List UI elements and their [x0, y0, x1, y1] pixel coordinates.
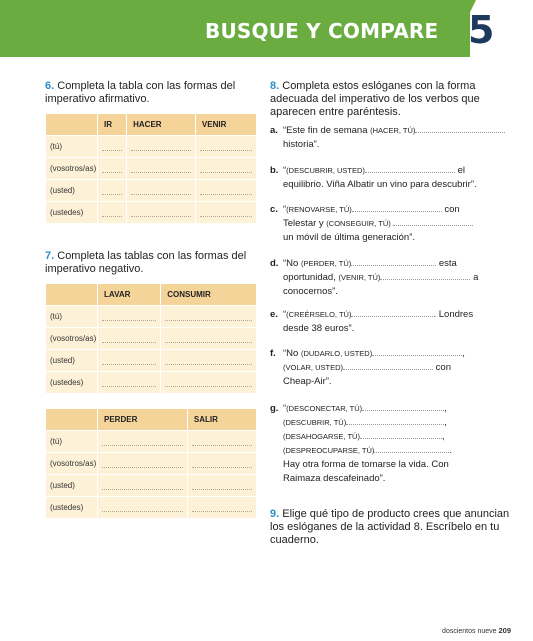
- answer-cell[interactable]: [98, 475, 188, 497]
- verb-hint: (CONSEGUIR, TÚ): [326, 219, 391, 228]
- page-number-words: doscientos nueve: [442, 628, 497, 635]
- verb-hint: (DESAHOGARSE, TÚ): [283, 432, 360, 441]
- answer-cell[interactable]: [98, 328, 161, 350]
- row-label: (usted): [46, 180, 98, 202]
- slogan-text: oportunidad,: [283, 272, 339, 283]
- answer-blank[interactable]: [351, 257, 436, 266]
- answer-blank[interactable]: [362, 402, 444, 411]
- verb-hint: (CREÉRSELO, TÚ): [286, 310, 352, 319]
- verb-hint: (DUDARLO, USTED): [300, 349, 373, 358]
- row-label: (usted): [46, 475, 98, 497]
- column-header: PERDER: [98, 409, 188, 431]
- row-label: (vosotros/as): [46, 158, 98, 180]
- slogan-text: equilibrio. Viña Albatir un vino para descubrir”.: [283, 179, 477, 190]
- answer-blank[interactable]: [346, 416, 444, 425]
- slogan-text: Raimaza descafeinado”.: [283, 473, 386, 484]
- verb-hint: (DESCUBRIR, USTED): [286, 166, 365, 175]
- table-imperativo-afirmativo: [45, 113, 257, 224]
- slogan-c: [270, 203, 510, 245]
- column-header: IR: [98, 114, 127, 136]
- answer-blank[interactable]: [372, 347, 462, 356]
- question-text: Completa la tabla con las formas del imperativo afirmativo.: [45, 80, 236, 105]
- slogan-text: a: [473, 272, 479, 283]
- table-corner: [46, 114, 98, 136]
- slogan-text: esta: [438, 258, 457, 269]
- answer-blank[interactable]: [343, 361, 433, 370]
- table-row: [46, 202, 257, 224]
- answer-cell[interactable]: [98, 372, 161, 394]
- slogan-text: ,: [441, 431, 445, 442]
- answer-cell[interactable]: [161, 372, 257, 394]
- slogan-text: “: [283, 403, 287, 414]
- row-label: (tú): [46, 136, 98, 158]
- slogan-a: [270, 124, 510, 152]
- column-header: SALIR: [187, 409, 256, 431]
- table-imperativo-negativo-2: [45, 408, 257, 519]
- table-row: [46, 180, 257, 202]
- slogan-b: [270, 164, 510, 192]
- answer-cell[interactable]: [161, 350, 257, 372]
- table-imperativo-negativo-1: [45, 283, 257, 394]
- answer-blank[interactable]: [374, 444, 449, 453]
- slogan-text: el: [457, 165, 465, 176]
- column-header: VENIR: [195, 114, 256, 136]
- answer-cell[interactable]: [127, 180, 196, 202]
- verb-hint: (RENOVARSE, TÚ): [286, 205, 352, 214]
- slogan-f: [270, 347, 510, 389]
- slogan-text: “: [283, 204, 287, 215]
- verb-hint: (DESCUBRIR, TÚ): [283, 418, 347, 427]
- table-row: [46, 158, 257, 180]
- table-row: [46, 306, 257, 328]
- answer-blank[interactable]: [380, 271, 470, 280]
- answer-cell[interactable]: [98, 431, 188, 453]
- table-row: [46, 372, 257, 394]
- slogan-text: ,: [462, 348, 465, 359]
- page-footer: [442, 626, 511, 635]
- answer-cell[interactable]: [187, 475, 256, 497]
- item-letter: g.: [270, 403, 279, 414]
- row-label: (usted): [46, 350, 98, 372]
- answer-cell[interactable]: [195, 202, 256, 224]
- table-row: [46, 136, 257, 158]
- question-number: 7.: [45, 250, 55, 262]
- item-letter: d.: [270, 258, 279, 269]
- slogan-text: historia”.: [283, 139, 320, 150]
- slogan-text: .: [449, 445, 453, 456]
- table-row: [46, 350, 257, 372]
- slogan-text: con: [444, 204, 460, 215]
- item-letter: e.: [270, 309, 278, 320]
- verb-hint: (VENIR, TÚ): [338, 273, 381, 282]
- slogan-text: “Este fin de semana: [283, 125, 371, 136]
- slogan-text: “No: [283, 258, 301, 269]
- slogan-text: ,: [444, 403, 447, 414]
- answer-blank[interactable]: [360, 430, 442, 439]
- row-label: (ustedes): [46, 372, 98, 394]
- answer-blank[interactable]: [393, 217, 473, 226]
- verb-hint: (HACER, TÚ): [370, 126, 416, 135]
- slogan-text: . Londres: [433, 309, 474, 320]
- answer-cell[interactable]: [98, 158, 127, 180]
- chapter-header: [0, 0, 533, 57]
- row-label: (vosotros/as): [46, 328, 98, 350]
- question-8: [270, 80, 510, 119]
- verb-hint: (VOLAR, USTED): [283, 363, 344, 372]
- answer-blank[interactable]: [415, 124, 505, 133]
- slogan-g: [270, 402, 510, 486]
- answer-cell[interactable]: [187, 453, 256, 475]
- answer-cell[interactable]: [187, 497, 256, 519]
- chapter-title: BUSQUE Y COMPARE: [205, 19, 439, 43]
- row-label: (tú): [46, 306, 98, 328]
- table-row: [46, 475, 257, 497]
- answer-cell[interactable]: [195, 180, 256, 202]
- table-row: [46, 328, 257, 350]
- slogan-text: Telestar y: [283, 218, 327, 229]
- slogan-text: ,: [444, 417, 447, 428]
- answer-cell[interactable]: [195, 136, 256, 158]
- answer-blank[interactable]: [365, 164, 455, 173]
- answer-cell[interactable]: [161, 328, 257, 350]
- answer-cell[interactable]: [127, 202, 196, 224]
- table-row: [46, 431, 257, 453]
- row-label: (vosotros/as): [46, 453, 98, 475]
- slogan-text: Cheap-Air”.: [283, 376, 332, 387]
- slogan-text: desde 38 euros”.: [283, 323, 355, 334]
- answer-cell[interactable]: [98, 202, 127, 224]
- row-label: (tú): [46, 431, 98, 453]
- answer-cell[interactable]: [98, 306, 161, 328]
- answer-cell[interactable]: [195, 158, 256, 180]
- table-corner: [46, 284, 98, 306]
- question-7: [45, 250, 255, 276]
- slogan-text: Hay otra forma de tomarse la vida. Con: [283, 459, 449, 470]
- column-header: CONSUMIR: [161, 284, 257, 306]
- row-label: (ustedes): [46, 202, 98, 224]
- answer-cell[interactable]: [98, 180, 127, 202]
- unit-number: 5: [468, 8, 495, 52]
- item-letter: b.: [270, 165, 279, 176]
- slogan-text: “: [283, 165, 287, 176]
- question-9: [270, 508, 510, 547]
- table-corner: [46, 409, 98, 431]
- question-6: [45, 80, 255, 106]
- answer-blank[interactable]: [352, 203, 442, 212]
- verb-hint: (DESCONECTAR, TÚ): [286, 404, 363, 413]
- column-header: HACER: [127, 114, 196, 136]
- slogan-e: [270, 308, 510, 336]
- answer-cell[interactable]: [98, 350, 161, 372]
- answer-cell[interactable]: [98, 136, 127, 158]
- answer-cell[interactable]: [127, 136, 196, 158]
- question-text: Completa las tablas con las formas del imperativo negativo.: [45, 250, 247, 275]
- question-text: Completa estos eslóganes con la forma adecuada del imperativo de los verbos que aparecen entre paréntesis.: [270, 80, 480, 118]
- table-row: [46, 453, 257, 475]
- page-number: 209: [498, 626, 511, 635]
- answer-cell[interactable]: [98, 497, 188, 519]
- item-letter: a.: [270, 125, 278, 136]
- slogan-d: [270, 257, 510, 299]
- column-header: LAVAR: [98, 284, 161, 306]
- question-number: 8.: [270, 80, 280, 92]
- slogan-text: con: [435, 362, 451, 373]
- row-label: (ustedes): [46, 497, 98, 519]
- answer-blank[interactable]: [351, 308, 433, 317]
- verb-hint: (PERDER, TÚ): [300, 259, 352, 268]
- question-number: 9.: [270, 508, 280, 520]
- answer-cell[interactable]: [187, 431, 256, 453]
- slogan-text: “No: [283, 348, 301, 359]
- answer-cell[interactable]: [161, 306, 257, 328]
- slogan-text: “: [283, 309, 287, 320]
- question-number: 6.: [45, 80, 55, 92]
- table-row: [46, 497, 257, 519]
- verb-hint: (DESPREOCUPARSE, TÚ): [283, 446, 375, 455]
- slogan-text: conocernos”.: [283, 286, 338, 297]
- slogan-text: un móvil de última generación”.: [283, 232, 416, 243]
- answer-cell[interactable]: [127, 158, 196, 180]
- answer-cell[interactable]: [98, 453, 188, 475]
- item-letter: c.: [270, 204, 278, 215]
- question-text: Elige qué tipo de producto crees que anuncian los eslóganes de la actividad 8. Escríbelo en tu cuaderno.: [270, 508, 510, 546]
- item-letter: f.: [270, 348, 276, 359]
